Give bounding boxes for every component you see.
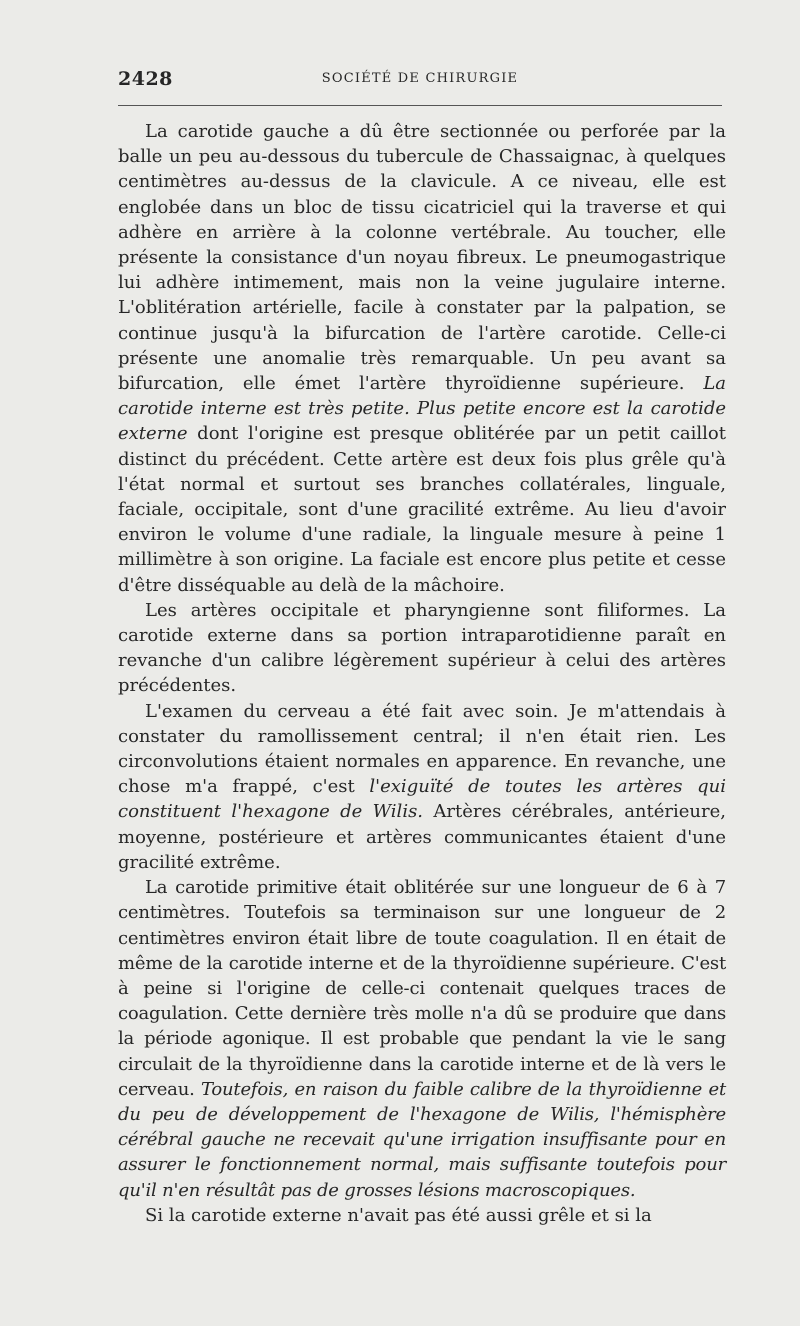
- header-rule: [118, 105, 722, 106]
- paragraph-3-text-end: Artères cérébrales, antérieure, moyenne, postérieure et artères communicantes étaient d'une gracilité extrême.: [118, 801, 726, 873]
- paragraph-2: Les artères occipitale et pharyngienne sont filiformes. La carotide externe dans sa portion intraparotidienne paraît en revanche d'un calibre légèrement supérieur à celui des artères précédentes.: [118, 599, 726, 697]
- paragraph-4: [118, 875, 726, 1203]
- paragraph-4-italic: Toutefois, en raison du faible calibre de la thyroïdienne et du peu de développement de l'hexagone de Wilis, l'hémisphère cérébral gauche ne recevait qu'une irrigation insuffisante pour en assurer le fonctionnement normal, mais suffisante toutefois pour qu'il n'en résultât pas de grosses lésions macroscopiques.: [118, 1078, 726, 1201]
- paragraph-1-text-end: dont l'origine est presque oblitérée par un petit caillot distinct du précédent. Cette artère est deux fois plus grêle qu'à l'état normal et surtout ses branches collatérales, linguale, faciale, occipitale, sont d'une gracilité extrême. Au lieu d'avoir environ le volume d'une radiale, la linguale mesure à peine 1 millimètre à son origine. La faciale est encore plus petite et cesse d'être disséquable au delà de la mâchoire.: [118, 423, 726, 596]
- page-header: [118, 68, 722, 92]
- paragraph-3: [118, 699, 726, 875]
- paragraph-5: Si la carotide externe n'avait pas été aussi grêle et si la: [145, 1204, 652, 1226]
- paragraph-1: [118, 119, 726, 598]
- page-number: 2428: [118, 68, 173, 90]
- paragraph-3-text: L'examen du cerveau a été fait avec soin. Je m'attendais à constater du ramollissement central; il n'en était rien. Les circonvolutions étaient normales en apparence. En revanche, une chose m'a frappé, c'est: [118, 700, 726, 798]
- paragraph-3-italic: l'exiguïté de toutes les artères qui constituent l'hexagone de Wilis.: [118, 776, 727, 823]
- paragraph-1-text: La carotide gauche a dû être sectionnée ou perforée par la balle un peu au-dessous du tubercule de Chassaignac, à quelques centimètres au-dessus de la clavicule. A ce niveau, elle est englobée dans un bloc de tissu cicatriciel qui la traverse et qui adhère en arrière à la colonne vertébrale. Au toucher, elle présente la consistance d'un noyau fibreux. Le pneumogastrique lui adhère intimement, mais non la veine jugulaire interne. L'oblitération artérielle, facile à constater par la palpation, se continue jusqu'à la bifurcation de l'artère carotide. Celle-ci présente une anomalie très remarquable. Un peu avant sa bifurcation, elle émet l'artère thyroïdienne supérieure.: [118, 121, 726, 395]
- running-title: SOCIÉTÉ DE CHIRURGIE: [321, 71, 519, 86]
- paragraph-1-italic: La carotide interne est très petite. Plus petite encore est la carotide externe: [118, 373, 726, 445]
- body-text: [118, 119, 726, 1228]
- paragraph-4-text: La carotide primitive était oblitérée sur une longueur de 6 à 7 centimètres. Toutefois sa terminaison sur une longueur de 2 centimètres environ était libre de toute coagulation. Il en était de même de la carotide interne et de la thyroïdienne supérieure. C'est à peine si l'origine de celle-ci contenait quelques traces de coagulation. Cette dernière très molle n'a dû se produire que dans la période agonique. Il est probable que pendant la vie le sang circulait de la thyroïdienne dans la carotide interne et de là vers le cerveau.: [118, 877, 726, 1100]
